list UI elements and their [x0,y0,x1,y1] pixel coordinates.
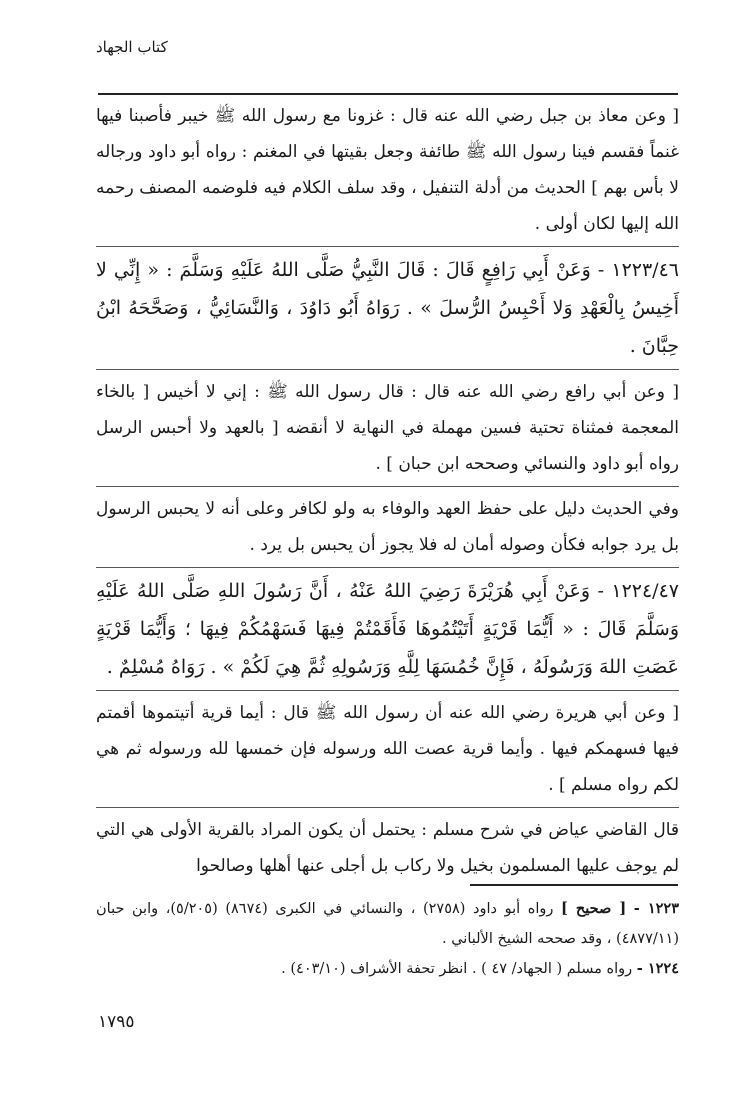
footnote-number: ١٢٢٤ - [636,960,679,977]
main-text [96,98,679,884]
footnote-number: ١٢٢٣ - [633,900,680,917]
commentary-paragraph: قال القاضي عياض في شرح مسلم : يحتمل أن يكون المراد بالقرية الأولى هي التي لم يوجف عليها المسلمون بخيل ولا ركاب بل أجلى عنها أهلها وصالحوا [96,820,679,876]
hadith-paragraph: ١٢٢٤/٤٧ - وَعَنْ أَبِي هُرَيْرَةَ رَضِيَ اللهُ عَنْهُ ، أَنَّ رَسُولَ اللهِ صَلَّى اللهُ عَلَيْهِ وَسَلَّمَ قَالَ : « أَيُّمَا قَرْيَةٍ أَتَيْتُمُوهَا فَأَقَمْتُمْ فِيهَا فَسَهْمُكُمْ فِيهَا ؛ وَأَيُّمَا قَرْيَةٍ عَصَتِ اللهَ وَرَسُولَهُ ، فَإِنَّ خُمُسَهَا لِلَّهِ وَرَسُولِهِ ثُمَّ هِيَ لَكُمْ » . رَوَاهُ مُسْلِمٌ . [96,580,679,678]
page-number: ١٧٩٥ [98,1012,135,1032]
section-divider [96,567,679,568]
section-divider [96,369,679,370]
footnote-grade: [ صحيح ] [560,900,627,917]
commentary-paragraph: [ وعن أبي هريرة رضي الله عنه أن رسول الله ﷺ قال : أيما قرية أتيتموها أقمتم فيها فسهمكم فيها . وأيما قرية عصت الله ورسوله فإن خمسها لله ورسوله ثم هي لكم رواه مسلم ] . [96,703,679,795]
commentary-paragraph: [ وعن أبي رافع رضي الله عنه قال : قال رسول الله ﷺ : إني لا أخيس [ بالخاء المعجمة فمثناة تحتية فسين مهملة في النهاية لا أنقضه [ بالعهد ولا أحبس الرسل رواه أبو داود والنسائي وصححه ابن حبان ] . [96,382,679,474]
section-divider [96,246,679,247]
footnote [96,954,679,984]
footnote-text: رواه مسلم ( الجهاد/ ٤٧ ) . انظر تحفة الأشراف (٤٠٣/١٠) . [281,961,633,977]
footnote [96,894,679,954]
commentary-paragraph: وفي الحديث دليل على حفظ العهد والوفاء به ولو لكافر وعلى أنه لا يحبس الرسول بل يرد جوابه فكأن وصوله أمان له فلا يجوز أن يحبس بل يرد . [96,499,679,555]
section-divider [96,807,679,808]
section-divider [96,486,679,487]
section-divider [96,690,679,691]
footnotes [96,894,679,984]
commentary-paragraph: [ وعن معاذ بن جبل رضي الله عنه قال : غزونا مع رسول الله ﷺ خيبر فأصبنا فيها غنماً فقسم فينا رسول الله ﷺ طائفة وجعل بقيتها في المغنم : رواه أبو داود ورجاله لا بأس بهم ] الحديث من أدلة التنفيل ، وقد سلف الكلام فيه فلوضمه المصنف رحمه الله إليها لكان أولى . [96,106,679,234]
footnote-rule [470,884,678,886]
header-rule [98,93,678,95]
hadith-paragraph: ١٢٢٣/٤٦ - وَعَنْ أَبِي رَافِعٍ قَالَ : قَالَ النَّبِيُّ صَلَّى اللهُ عَلَيْهِ وَسَلَّمَ : « إِنِّي لا أَخِيسُ بِالْعَهْدِ وَلا أَحْبِسُ الرُّسلَ » . رَوَاهُ أَبُو دَاوُدَ ، وَالنَّسَائِيُّ ، وَصَحَّحَهُ ابْنُ حِبَّانَ . [96,259,679,357]
footnote-text: رواه أبو داود (٢٧٥٨) ، والنسائي في الكبرى (٨٦٧٤) (٥/٢٠٥)، وابن حبان (٤٨٧٧/١١) ، وقد صححه الشيخ الألباني . [96,901,679,947]
running-header: كتاب الجهاد [96,38,168,56]
